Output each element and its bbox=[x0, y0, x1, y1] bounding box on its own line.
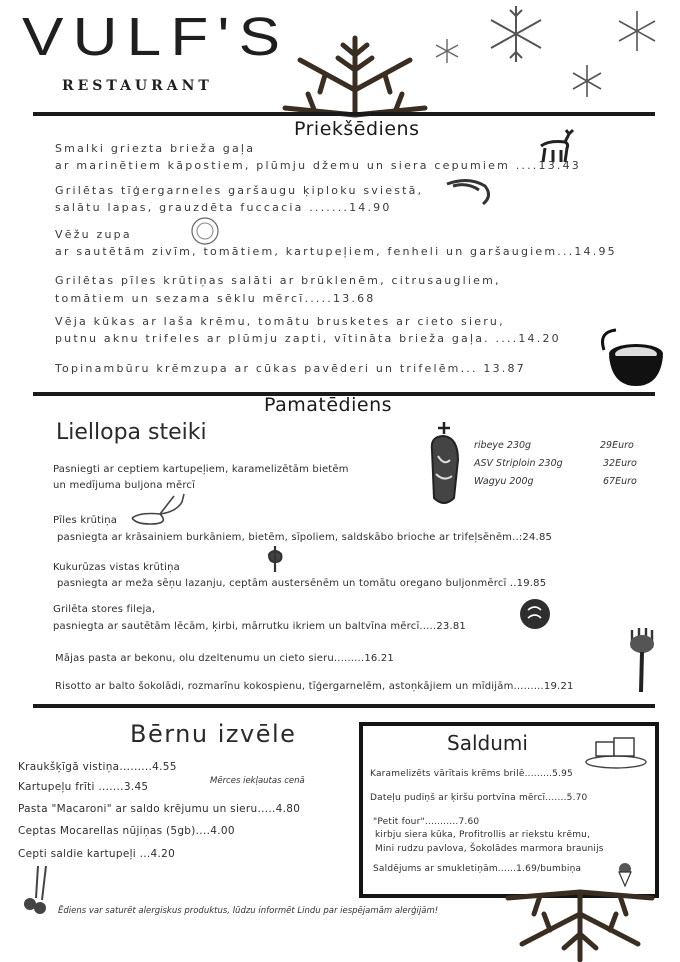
snowflake-icon bbox=[486, 4, 546, 64]
steak-price: 67Euro bbox=[603, 476, 637, 487]
main-line: Kukurūzas vistas krūtiņa bbox=[53, 562, 180, 573]
soup-pot-icon bbox=[596, 328, 668, 390]
steaks-description: Pasniegti ar ceptiem kartupeļiem, karamelizētām bietēm bbox=[53, 464, 349, 475]
main-line: Risotto ar balto šokolādi, rozmarīnu kokospienu, tīģergarnelēm, astoņkājiem un mīdijām.........19.21 bbox=[55, 681, 574, 692]
soup-plate-icon bbox=[190, 216, 220, 246]
dessert-line: "Petit four"...........7.60 bbox=[373, 817, 480, 827]
starter-line: Grilētas pīles krūtiņas salāti ar brūklenēm, citrusaugliem, bbox=[55, 274, 501, 287]
steak-price: 29Euro bbox=[600, 440, 634, 451]
snowflake-icon bbox=[570, 64, 604, 98]
main-line: pasniegta ar meža sēņu lazanju, ceptām austersēnēm un tomātu oregano buljonmērcī ..19.85 bbox=[57, 578, 547, 589]
steak-price: 32Euro bbox=[603, 458, 637, 469]
main-line: pasniegta ar sautētām lēcām, ķirbi, mārrutku ikriem un baltvīna mērcī.....23.81 bbox=[53, 621, 466, 632]
steak-name: Wagyu 200g bbox=[474, 476, 534, 487]
starter-line: salātu lapas, grauzdēta fuccacia .......14.90 bbox=[55, 201, 392, 214]
steak-name: ASV Striploin 230g bbox=[474, 458, 563, 469]
main-line: Grilēta stores fileja, bbox=[53, 604, 156, 615]
dessert-line: Mini rudzu pavlova, Šokolādes marmora braunijs bbox=[375, 844, 604, 854]
meat-icon bbox=[424, 420, 464, 508]
dessert-line: kirbju siera kūka, Profitrollis ar riekstu krēmu, bbox=[375, 830, 591, 840]
divider bbox=[33, 112, 655, 116]
starter-line: ar sautētām zivīm, tomātiem, kartupeļiem, fenheli un garšaugiem...14.95 bbox=[55, 245, 617, 258]
cake-icon bbox=[584, 734, 648, 770]
kids-item: Ceptas Mocarellas nūjiņas (5gb)....4.00 bbox=[18, 825, 235, 837]
restaurant-logo: VULF'S bbox=[22, 7, 290, 67]
kids-item: Kartupeļu frīti .......3.45 bbox=[18, 781, 149, 793]
shrimp-icon bbox=[445, 176, 493, 206]
starter-line: Grilētas tīģergarneles garšaugu ķiploku sviestā, bbox=[55, 184, 424, 197]
bottom-snowflake-icon bbox=[500, 888, 660, 962]
mains-title: Pamatēdiens bbox=[264, 394, 393, 416]
starter-line: Smalki griezta brieža gaļa bbox=[55, 142, 256, 155]
main-line: Mājas pasta ar bekonu, olu dzeltenumu un cieto sieru.........16.21 bbox=[55, 653, 394, 664]
ice-cream-icon bbox=[615, 862, 635, 888]
desserts-title: Saldumi bbox=[447, 731, 528, 755]
steaks-description: un medījuma buljona mērcī bbox=[53, 480, 196, 491]
dessert-line: Dateļu pudiņš ar ķiršu portvīna mērcī.......5.70 bbox=[370, 793, 588, 803]
rooster-icon bbox=[265, 544, 285, 574]
snowflake-icon bbox=[434, 38, 460, 64]
kids-item: Cepti saldie kartupeļi ...4.20 bbox=[18, 848, 176, 860]
starter-line: Topinambūru krēmzupa ar cūkas pavēderi un trifelēm... 13.87 bbox=[55, 362, 526, 375]
kids-title: Bērnu izvēle bbox=[130, 720, 297, 748]
kids-item: Pasta "Macaroni" ar saldo krējumu un sieru.....4.80 bbox=[18, 803, 301, 815]
starter-line: Vēja kūkas ar laša krēmu, tomātu brusketes ar cieto sieru, bbox=[55, 315, 505, 328]
duck-icon bbox=[130, 492, 186, 528]
divider bbox=[33, 704, 655, 708]
main-line: pasniegta ar krāsainiem burkāniem, bietēm, sīpoliem, saldskābo brioche ar trifeļsēnēm..:24.85 bbox=[57, 532, 553, 543]
restaurant-subtitle: RESTAURANT bbox=[62, 78, 213, 94]
snowflake-icon bbox=[616, 10, 658, 52]
fish-plate-icon bbox=[519, 598, 551, 630]
starter-line: tomātiem un sezama sēklu mērcī.....13.68 bbox=[55, 292, 376, 305]
main-line: Pīles krūtiņa bbox=[53, 515, 118, 526]
steaks-title: Liellopa steiki bbox=[56, 420, 207, 445]
starter-line: Vēžu zupa bbox=[55, 228, 132, 241]
steak-name: ribeye 230g bbox=[474, 440, 532, 451]
allergy-note: Ēdiens var saturēt alergiskus produktus, lūdzu informēt Lindu par iespējamām alerģijām! bbox=[58, 906, 439, 916]
starter-line: ar marinētiem kāpostiem, plūmju džemu un siera cepumiem ....13.43 bbox=[55, 159, 581, 172]
starters-title: Priekšēdiens bbox=[294, 118, 420, 140]
dessert-line: Karamelizēts vārītais krēms brilē.........5.95 bbox=[370, 769, 573, 779]
big-snowflake-icon bbox=[280, 30, 430, 120]
fork-icon bbox=[18, 864, 54, 916]
starter-line: putnu aknu trifeles ar plūmju zapti, vītināta brieža gaļa. ....14.20 bbox=[55, 332, 561, 345]
pasta-fork-icon bbox=[626, 626, 658, 694]
kids-note: Mērces iekļautas cenā bbox=[210, 776, 305, 786]
kids-item: Kraukšķīgā vistiņa.........4.55 bbox=[18, 761, 177, 773]
dessert-line: Saldējums ar smukletiņām......1.69/bumbiņa bbox=[373, 864, 582, 874]
